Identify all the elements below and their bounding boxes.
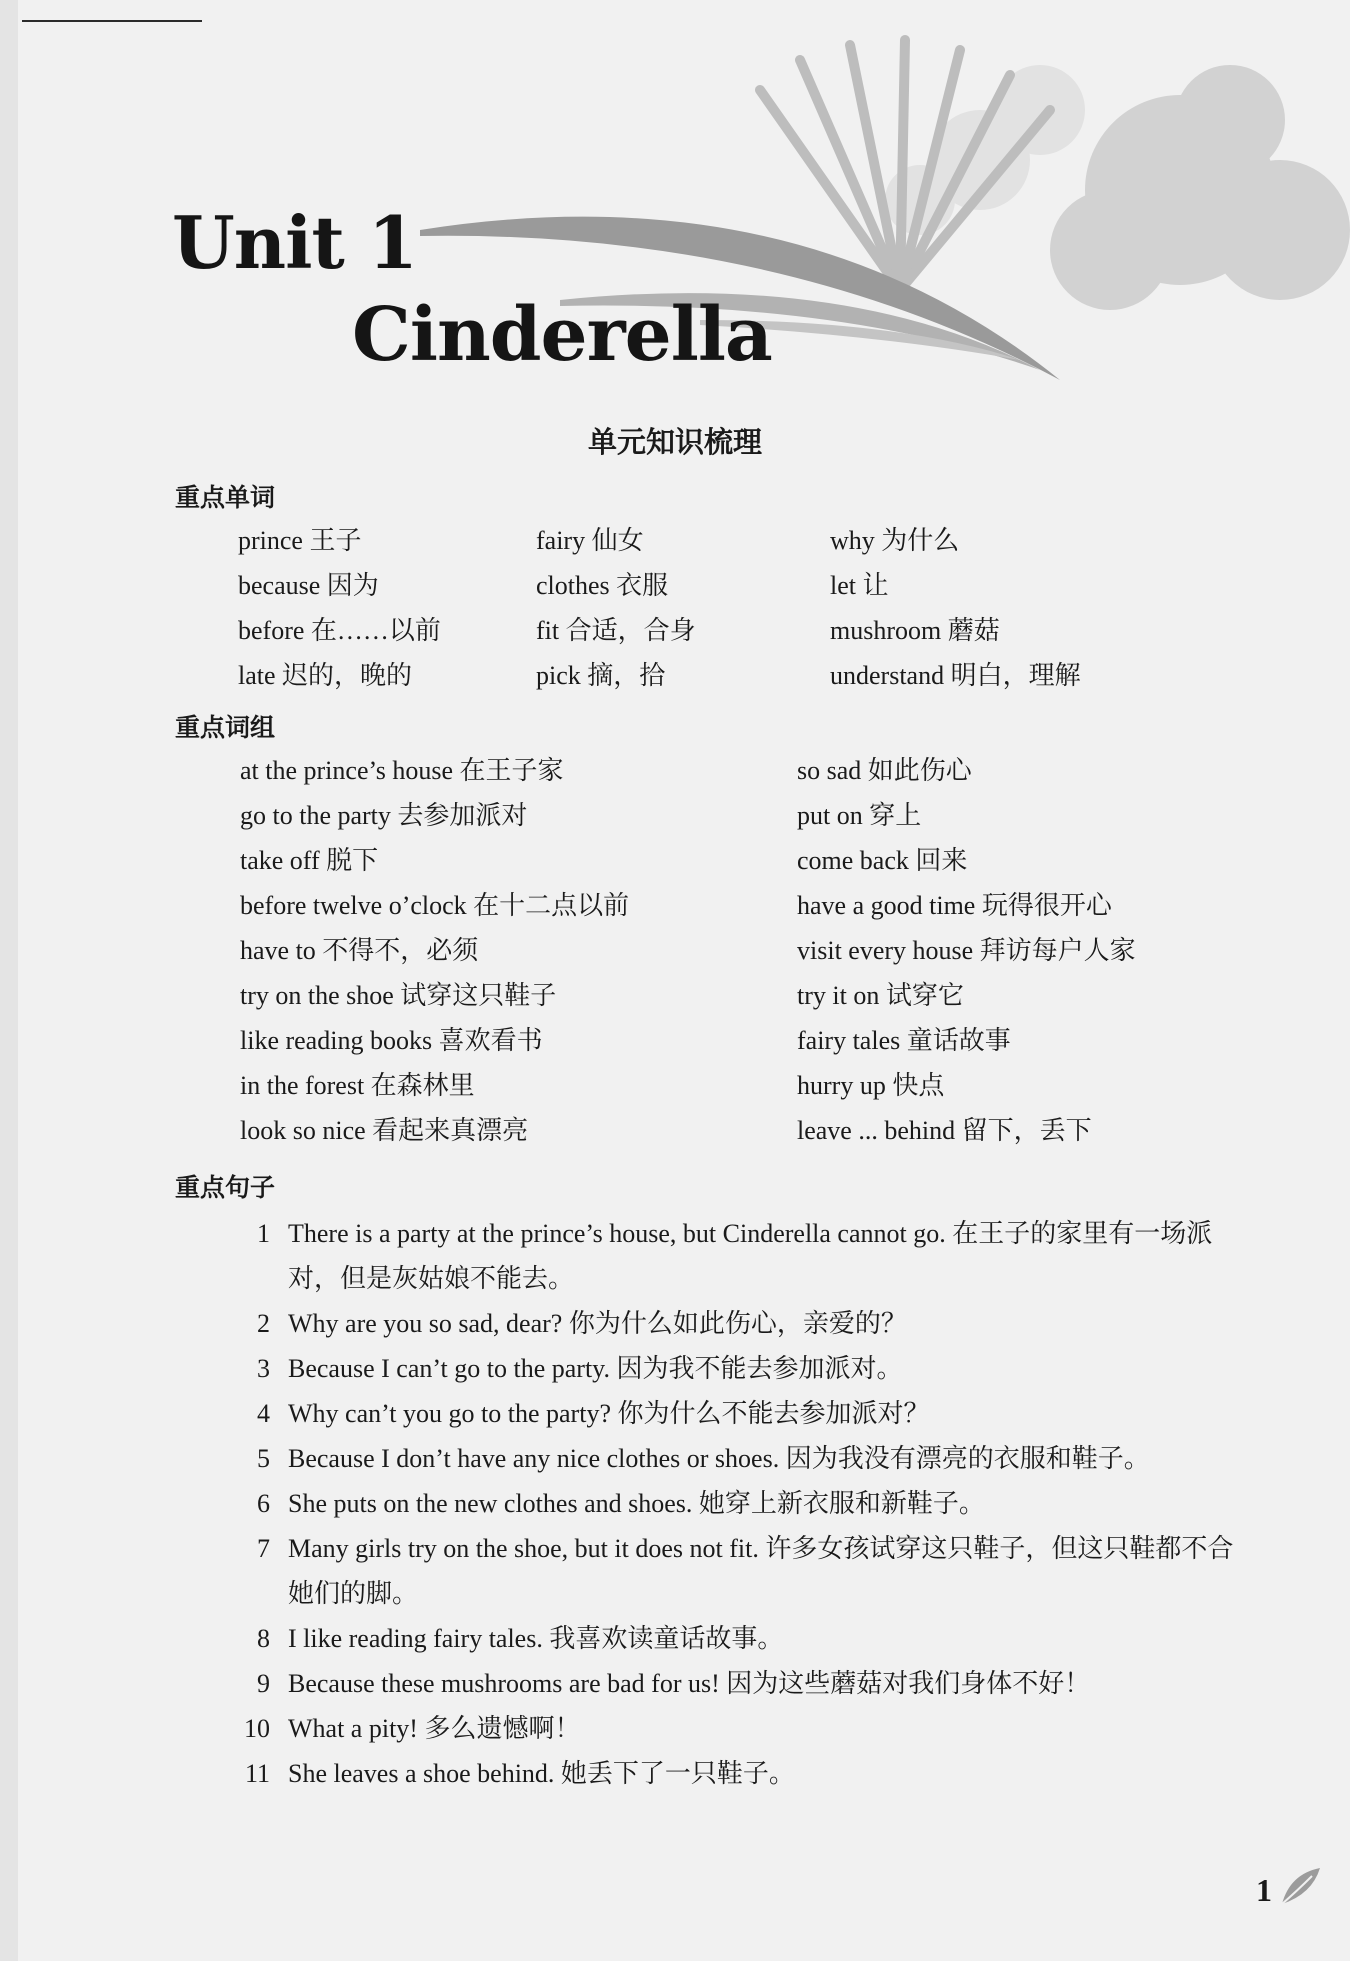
sentence-text: She puts on the new clothes and shoes. 她穿上新衣服和新鞋子。 [288,1489,985,1518]
phrase-item: look so nice 看起来真漂亮 [240,1116,529,1145]
phrase-item: leave ... behind 留下，丢下 [797,1116,1092,1145]
phrase-item: fairy tales 童话故事 [797,1026,1011,1055]
phrase-item: before twelve o’clock 在十二点以前 [240,891,630,920]
phrase-item: so sad 如此伤心 [797,756,972,785]
phrases-heading: 重点词组 [175,713,276,742]
phrase-item: go to the party 去参加派对 [240,801,528,830]
phrase-item: take off 脱下 [240,846,379,875]
sentence-text: Why are you so sad, dear? 你为什么如此伤心，亲爱的？ [288,1309,907,1338]
sentences-heading: 重点句子 [175,1173,276,1202]
sentence-number: 9 [257,1669,270,1698]
phrase-item: like reading books 喜欢看书 [240,1026,543,1055]
sentence-number: 11 [244,1759,270,1788]
sentence-text: What a pity! 多么遗憾啊！ [288,1714,581,1743]
word-item: late 迟的，晚的 [238,661,413,690]
sentence-number: 10 [244,1714,270,1743]
word-item: prince 王子 [238,526,362,555]
words-heading: 重点单词 [175,483,276,512]
phrase-item: try it on 试穿它 [797,981,964,1010]
sentence-text: Because I don’t have any nice clothes or shoes. 因为我没有漂亮的衣服和鞋子。 [288,1444,1150,1473]
unit-name-title: Cinderella [352,292,772,378]
sentence-number: 3 [257,1354,270,1383]
sentence-text: Because I can’t go to the party. 因为我不能去参加派对。 [288,1354,903,1383]
word-item: fairy 仙女 [536,526,644,555]
sentence-number: 2 [257,1309,270,1338]
word-item: clothes 衣服 [536,571,669,600]
word-item: before 在……以前 [238,616,441,645]
sentence-number: 7 [257,1534,270,1563]
sentence-text: Why can’t you go to the party? 你为什么不能去参加派对？ [288,1399,930,1428]
phrase-item: come back 回来 [797,846,968,875]
sentence-number: 1 [257,1219,270,1248]
phrase-item: at the prince’s house 在王子家 [240,756,564,785]
word-item: mushroom 蘑菇 [830,616,1000,645]
sentence-number: 8 [257,1624,270,1653]
word-item: because 因为 [238,571,379,600]
sentence-text: There is a party at the prince’s house, but Cinderella cannot go. 在王子的家里有一场派对，但是灰姑娘不能去。 [288,1219,1213,1293]
phrase-item: try on the shoe 试穿这只鞋子 [240,981,557,1010]
word-item: why 为什么 [830,526,960,555]
word-item: let 让 [830,571,889,600]
page-number: 1 [1256,1872,1272,1908]
leaf-icon [1278,1864,1324,1910]
word-item: fit 合适，合身 [536,616,696,645]
phrase-item: visit every house 拜访每户人家 [797,936,1136,965]
phrase-item: hurry up 快点 [797,1071,945,1100]
sentence-number: 5 [257,1444,270,1473]
sentence-number: 6 [257,1489,270,1518]
unit-number-title: Unit 1 [172,200,417,285]
phrase-item: have to 不得不，必须 [240,936,479,965]
phrase-item: in the forest 在森林里 [240,1071,475,1100]
section-title: 单元知识梳理 [587,425,762,459]
sentence-text: She leaves a shoe behind. 她丢下了一只鞋子。 [288,1759,795,1788]
phrase-item: put on 穿上 [797,801,922,830]
sentence-number: 4 [257,1399,270,1428]
sentence-text: I like reading fairy tales. 我喜欢读童话故事。 [288,1624,784,1653]
sentence-text: Because these mushrooms are bad for us! 因为这些蘑菇对我们身体不好！ [288,1669,1091,1698]
word-item: pick 摘，拾 [536,661,666,690]
sentence-text: Many girls try on the shoe, but it does not fit. 许多女孩试穿这只鞋子，但这只鞋都不合她们的脚。 [288,1534,1234,1608]
phrase-item: have a good time 玩得很开心 [797,891,1112,920]
word-item: understand 明白，理解 [830,661,1081,690]
